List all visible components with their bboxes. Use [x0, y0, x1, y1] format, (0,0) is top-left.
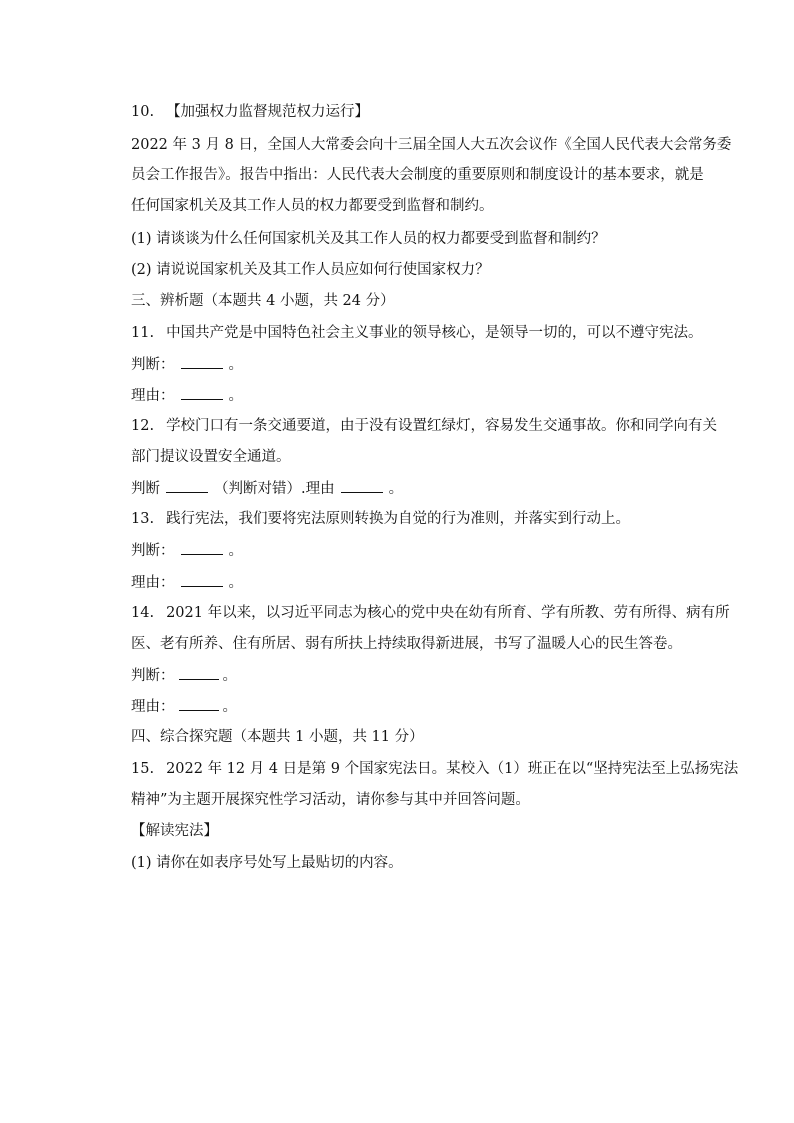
- period: 。: [228, 575, 243, 591]
- question-number: 11.: [131, 325, 155, 341]
- period: 。: [228, 543, 243, 559]
- question-15-line-2: 精神”为主题开展探究性学习活动，请你参与其中并回答问题。: [131, 792, 530, 808]
- question-11-judge: [131, 355, 243, 374]
- question-10-sub-2: (2) 请说说国家机关及其工作人员应如何行使国家权力？: [131, 262, 490, 278]
- question-title: 【加强权力监督规范权力运行】: [166, 104, 370, 120]
- question-15-line-1: [131, 760, 738, 778]
- period: 。: [388, 481, 404, 497]
- answer-blank[interactable]: [341, 479, 383, 493]
- question-10-paragraph-line-3: 任何国家机关及其工作人员的权力都要受到监督和制约。: [131, 198, 494, 214]
- question-13-reason: [131, 573, 243, 592]
- reason-label: 理由：: [131, 388, 175, 404]
- judge-label: 判断：: [131, 357, 175, 373]
- answer-blank[interactable]: [179, 666, 219, 680]
- question-number: 15.: [131, 761, 155, 777]
- question-14-line-2: 医、老有所养、住有所居、弱有所扶上持续取得新进展，书写了温暖人心的民生答卷。: [131, 636, 682, 652]
- period: 。: [222, 699, 237, 715]
- period: 。: [222, 668, 237, 684]
- judge-hint: （判断对错）.理由: [214, 481, 335, 497]
- question-14-line-1: [131, 604, 730, 622]
- question-12-line-2: 部门提议设置安全通道。: [131, 449, 291, 465]
- answer-blank[interactable]: [181, 541, 223, 555]
- answer-blank[interactable]: [179, 697, 219, 711]
- section-4-title: 四、综合探究题（本题共 1 小题，共 11 分）: [131, 729, 424, 745]
- question-15-sub-1: (1) 请你在如表序号处写上最贴切的内容。: [131, 855, 403, 871]
- judge-label: 判断：: [131, 668, 175, 684]
- question-10-heading: [131, 103, 369, 121]
- question-14-reason: [131, 697, 237, 716]
- question-10-paragraph-line-2: 员会工作报告》。报告中指出：人民代表大会制度的重要原则和制度设计的基本要求，就是: [131, 167, 704, 183]
- reason-label: 理由：: [131, 575, 175, 591]
- question-13-text: [131, 510, 630, 528]
- answer-blank[interactable]: [181, 573, 223, 587]
- question-number: 10.: [131, 104, 155, 120]
- question-body: 中国共产党是中国特色社会主义事业的领导核心，是领导一切的，可以不遵守宪法。: [166, 325, 703, 341]
- reason-label: 理由：: [131, 699, 175, 715]
- question-14-judge: [131, 666, 237, 685]
- period: 。: [228, 388, 243, 404]
- judge-label: 判断：: [131, 543, 175, 559]
- question-body: 践行宪法，我们要将宪法原则转换为自觉的行为准则，并落实到行动上。: [166, 511, 631, 527]
- question-12-line-1: [131, 417, 717, 435]
- question-body: 2021 年以来，以习近平同志为核心的党中央在幼有所育、学有所教、劳有所得、病有所: [166, 605, 730, 621]
- period: 。: [228, 357, 243, 373]
- question-10-sub-1: (1) 请谈谈为什么任何国家机关及其工作人员的权力都要受到监督和制约？: [131, 231, 606, 247]
- question-number: 14.: [131, 605, 155, 621]
- question-11-reason: [131, 386, 243, 405]
- answer-blank[interactable]: [181, 386, 223, 400]
- section-3-title: 三、辨析题（本题共 4 小题，共 24 分）: [131, 293, 395, 309]
- question-12-answer: [131, 479, 403, 498]
- question-11-text: [131, 324, 703, 342]
- question-body: 学校门口有一条交通要道，由于没有设置红绿灯，容易发生交通事故。你和同学向有关: [166, 418, 718, 434]
- answer-blank[interactable]: [181, 355, 223, 369]
- question-15-subheading: 【解读宪法】: [131, 823, 218, 839]
- question-number: 12.: [131, 418, 155, 434]
- question-body: 2022 年 12 月 4 日是第 9 个国家宪法日。某校入（1）班正在以“坚持宪法至上弘扬宪法: [166, 761, 739, 777]
- judge-label: 判断: [131, 481, 160, 497]
- question-13-judge: [131, 541, 243, 560]
- question-number: 13.: [131, 511, 155, 527]
- answer-blank[interactable]: [166, 479, 208, 493]
- question-10-paragraph-line-1: 2022 年 3 月 8 日，全国人大常委会向十三届全国人大五次会议作《全国人民代表大会常务委: [131, 137, 732, 153]
